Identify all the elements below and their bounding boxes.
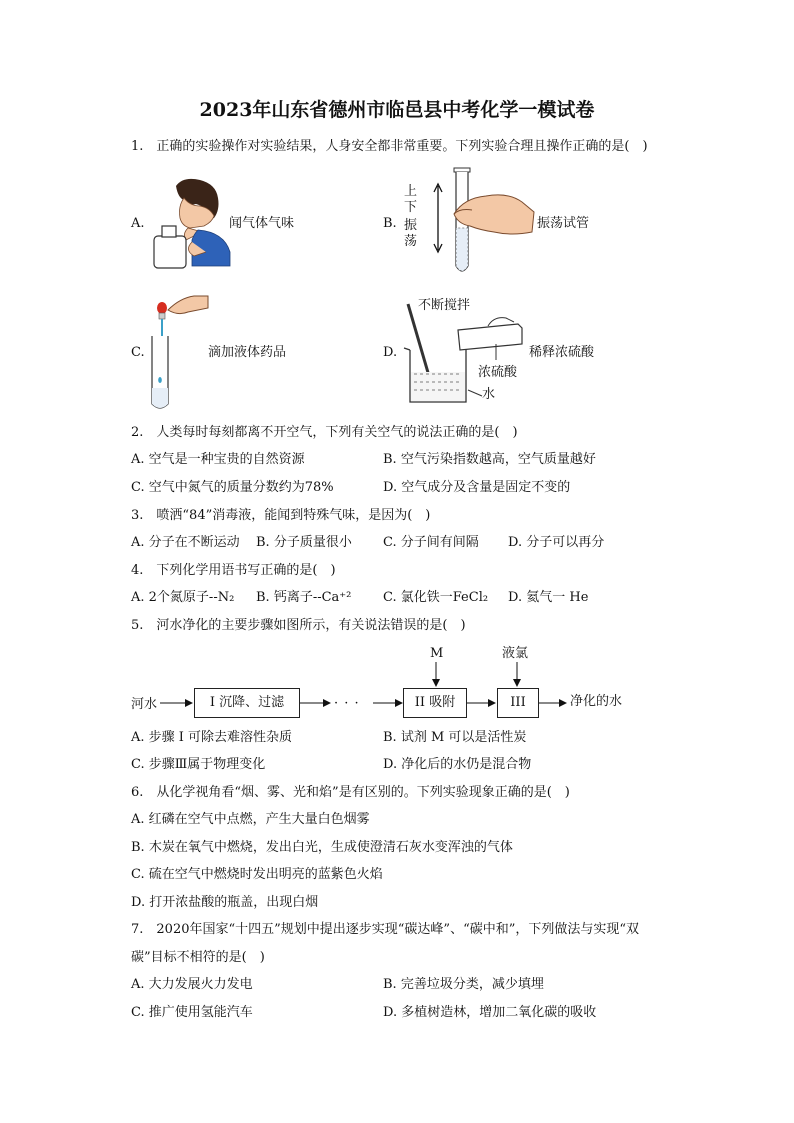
q6-option-d: D. 打开浓盐酸的瓶盖，出现白烟 <box>131 895 319 910</box>
exam-title: 2023年山东省德州市临邑县中考化学一模试卷 <box>199 99 595 121</box>
question-3-stem: 3. 喷洒“84”消毒液，能闻到特殊气味，是因为( ) <box>131 508 431 523</box>
q1-option-c-label: 滴加液体药品 <box>208 345 287 360</box>
q2-option-d: D. 空气成分及含量是固定不变的 <box>383 480 571 495</box>
q1-b-label-shake1: 振 <box>404 218 418 233</box>
q4-option-d: D. 氦气一 He <box>508 590 589 605</box>
q3-option-c: C. 分子间有间隔 <box>383 535 479 550</box>
question-5-stem: 5. 河水净化的主要步骤如图所示，有关说法错误的是( ) <box>131 618 466 633</box>
q1-b-label-shake2: 荡 <box>404 234 418 249</box>
q6-option-a: A. 红磷在空气中点燃，产生大量白色烟雾 <box>131 812 370 827</box>
q7-option-d: D. 多植树造林，增加二氧化碳的吸收 <box>383 1005 597 1020</box>
q3-option-d: D. 分子可以再分 <box>508 535 605 550</box>
q2-option-c: C. 空气中氮气的质量分数约为78% <box>131 480 334 495</box>
diagram-step1-label: I 沉降、过滤 <box>209 695 285 710</box>
q5-option-a: A. 步骤 I 可除去难溶性杂质 <box>131 730 293 745</box>
q1-b-label-up: 上 <box>404 184 418 199</box>
question-7-stem-line2: 碳”目标不相符的是( ) <box>131 950 265 965</box>
diagram-output-clean-water: 净化的水 <box>570 694 623 709</box>
q1-option-d-label: 稀释浓硫酸 <box>529 345 595 360</box>
question-1-stem: 1. 正确的实验操作对实验结果，人身安全都非常重要。下列实验合理且操作正确的是( ) <box>131 139 648 154</box>
q1-d-label-water: 水 <box>482 387 496 402</box>
question-4-stem: 4. 下列化学用语书写正确的是( ) <box>131 563 336 578</box>
q1-d-label-stir: 不断搅拌 <box>418 298 471 313</box>
q2-option-a: A. 空气是一种宝贵的自然资源 <box>131 452 305 467</box>
diagram-ellipsis: · · · <box>334 696 360 711</box>
diagram-step3-label: III <box>510 695 526 710</box>
diagram-step1-box <box>194 688 300 718</box>
diagram-reagent-chlorine: 液氯 <box>502 646 529 661</box>
q5-option-b: B. 试剂 M 可以是活性炭 <box>383 730 527 745</box>
q1-d-label-acid: 浓硫酸 <box>478 365 518 380</box>
q1-option-d-letter: D. <box>383 345 398 360</box>
q1-option-b-label: 振荡试管 <box>537 216 590 231</box>
q7-option-c: C. 推广使用氢能汽车 <box>131 1005 253 1020</box>
q5-option-c: C. 步骤Ⅲ属于物理变化 <box>131 757 266 772</box>
q7-option-a: A. 大力发展火力发电 <box>131 977 253 992</box>
question-2-stem: 2. 人类每时每刻都离不开空气，下列有关空气的说法正确的是( ) <box>131 425 518 440</box>
question-7-stem-line1: 7. 2020年国家“十四五”规划中提出逐步实现“碳达峰”、“碳中和”，下列做法与实现“双 <box>131 922 640 937</box>
smelling-gas-figure <box>148 176 234 270</box>
q4-option-c: C. 氯化铁一FeCl₂ <box>383 590 489 605</box>
q1-option-a-label: 闻气体气味 <box>229 216 295 231</box>
diagram-step2-box <box>403 688 467 718</box>
q6-option-c: C. 硫在空气中燃烧时发出明亮的蓝紫色火焰 <box>131 867 383 882</box>
dilute-acid-figure <box>396 300 536 410</box>
shaking-test-tube-figure <box>424 166 536 278</box>
q3-option-b: B. 分子质量很小 <box>256 535 352 550</box>
q3-option-a: A. 分子在不断运动 <box>131 535 240 550</box>
q1-option-b-letter: B. <box>383 216 397 231</box>
q2-option-b: B. 空气污染指数越高，空气质量越好 <box>383 452 596 467</box>
question-6-stem: 6. 从化学视角看“烟、雾、光和焰”是有区别的。下列实验现象正确的是( ) <box>131 785 570 800</box>
q5-option-d: D. 净化后的水仍是混合物 <box>383 757 532 772</box>
diagram-step3-box <box>497 688 539 718</box>
diagram-step2-label: II 吸附 <box>414 695 456 710</box>
q1-b-label-down: 下 <box>404 200 418 215</box>
diagram-reagent-m: M <box>430 646 444 661</box>
dropper-figure <box>146 288 210 414</box>
diagram-input-river-water: 河水 <box>131 697 158 712</box>
q6-option-b: B. 木炭在氧气中燃烧，发出白光，生成使澄清石灰水变浑浊的气体 <box>131 840 513 855</box>
q1-option-a-letter: A. <box>131 216 145 231</box>
q1-option-c-letter: C. <box>131 345 145 360</box>
q4-option-a: A. 2个氮原子--N₂ <box>131 590 235 605</box>
q7-option-b: B. 完善垃圾分类，减少填埋 <box>383 977 544 992</box>
q4-option-b: B. 钙离子--Ca⁺² <box>256 590 352 605</box>
